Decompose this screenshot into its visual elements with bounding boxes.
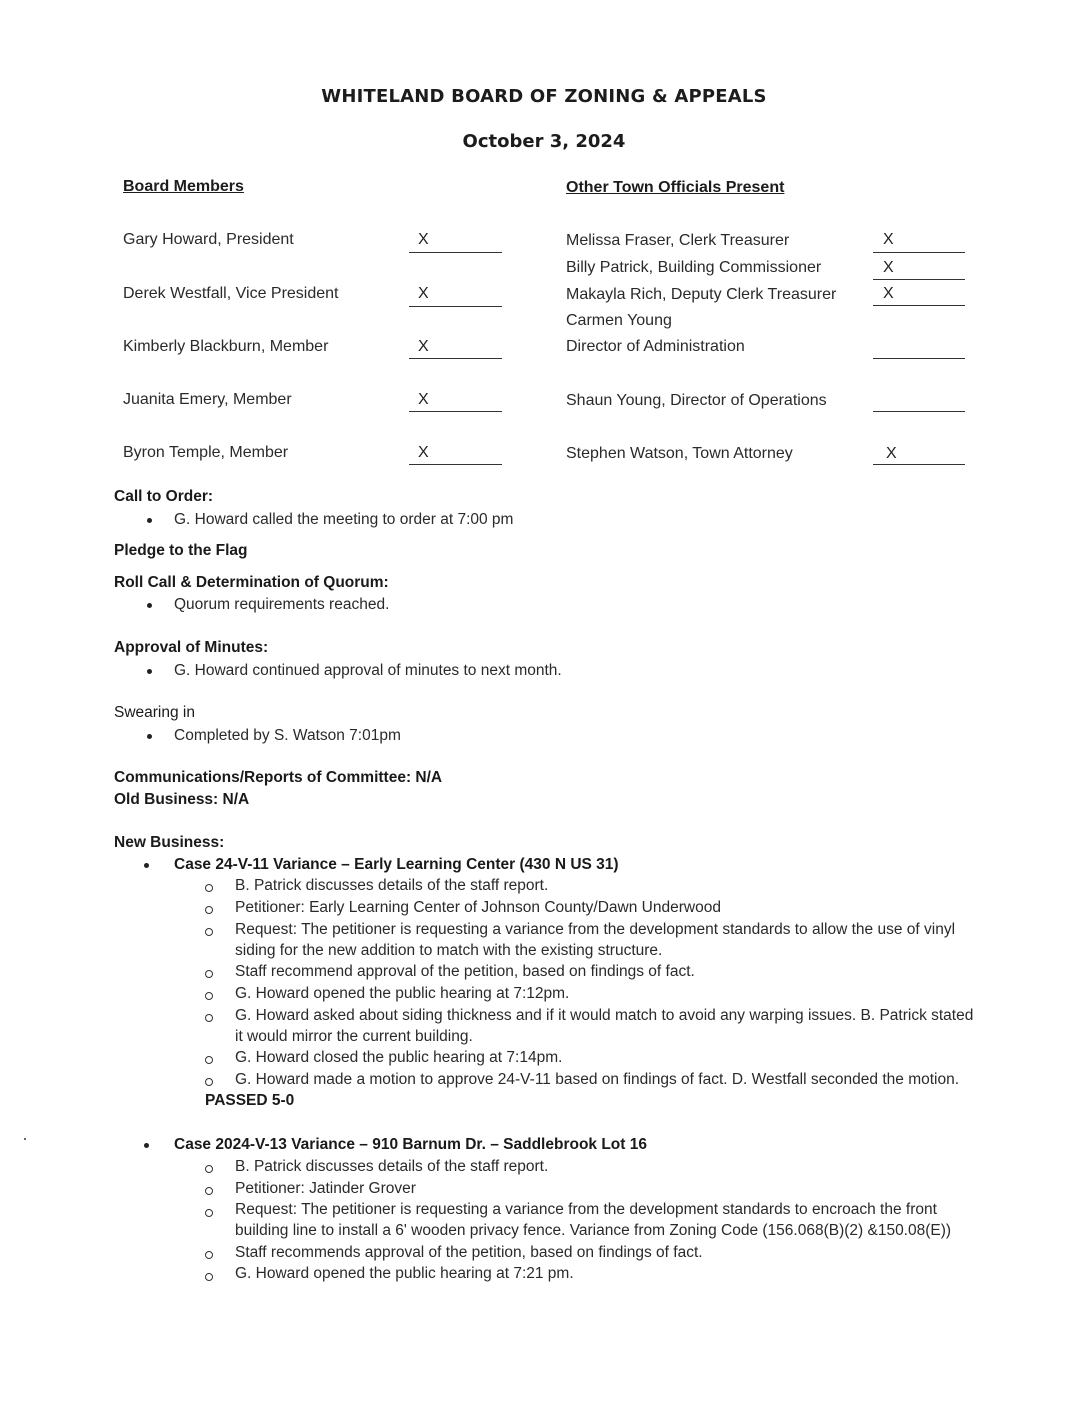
attendance-line (873, 252, 965, 253)
official-name: Billy Patrick, Building Commissioner (566, 259, 822, 276)
attendance-line (409, 358, 502, 359)
bullet (144, 1143, 149, 1148)
attendance-mark: X (883, 259, 894, 276)
board-member-name: Derek Westfall, Vice President (123, 285, 339, 302)
attendance-mark: X (418, 285, 429, 302)
swearing-heading: Swearing in (114, 704, 195, 721)
attendance-line (873, 358, 965, 359)
case-line: Staff recommends approval of the petition, based on findings of fact. (235, 1244, 703, 1261)
attendance-mark: X (886, 445, 897, 462)
case-line: building line to install a 6' wooden privacy fence. Variance from Zoning Code (156.068(B)(2) &150.08(E)) (235, 1222, 952, 1239)
case-title: Case 24-V-11 Variance – Early Learning Center (430 N US 31) (174, 856, 619, 873)
officials-heading: Other Town Officials Present (566, 179, 785, 196)
minutes-text: G. Howard continued approval of minutes to next month. (174, 662, 562, 679)
sub-bullet (205, 884, 213, 892)
sub-bullet (205, 1165, 213, 1173)
official-name: Shaun Young, Director of Operations (566, 392, 827, 409)
bullet (147, 669, 152, 674)
call-to-order-heading: Call to Order: (114, 488, 214, 505)
scan-speck (24, 1138, 26, 1140)
case-line: it would mirror the current building. (235, 1028, 473, 1045)
case-line: G. Howard asked about siding thickness and if it would match to avoid any warping issues. B. Patrick stated (235, 1007, 974, 1024)
attendance-mark: X (418, 338, 429, 355)
attendance-line (409, 464, 502, 465)
official-name: Carmen Young (566, 312, 672, 329)
attendance-mark: X (418, 231, 429, 248)
pledge-heading: Pledge to the Flag (114, 542, 248, 559)
roll-call-heading: Roll Call & Determination of Quorum: (114, 574, 389, 591)
swearing-text: Completed by S. Watson 7:01pm (174, 727, 401, 744)
meeting-date: October 3, 2024 (462, 131, 626, 152)
attendance-mark: X (883, 285, 894, 302)
case-line: G. Howard made a motion to approve 24-V-11 based on findings of fact. D. Westfall seconded the motion. (235, 1071, 960, 1088)
sub-bullet (205, 928, 213, 936)
board-member-name: Byron Temple, Member (123, 444, 289, 461)
sub-bullet (205, 1273, 213, 1281)
official-name: Stephen Watson, Town Attorney (566, 445, 793, 462)
attendance-mark: X (883, 231, 894, 248)
sub-bullet (205, 1056, 213, 1064)
case-line: Request: The petitioner is requesting a variance from the development standards to allow the use of vinyl (235, 921, 956, 938)
case-line: Staff recommend approval of the petition, based on findings of fact. (235, 963, 695, 980)
case-line: Petitioner: Jatinder Grover (235, 1180, 416, 1197)
attendance-line (873, 464, 965, 465)
roll-call-text: Quorum requirements reached. (174, 596, 390, 613)
document-title: WHITELAND BOARD OF ZONING & APPEALS (321, 86, 767, 107)
sub-bullet (205, 1014, 213, 1022)
official-title: Director of Administration (566, 338, 745, 355)
board-member-name: Gary Howard, President (123, 231, 294, 248)
case-line: Request: The petitioner is requesting a variance from the development standards to encroach the front (235, 1201, 937, 1218)
attendance-line (873, 279, 965, 280)
attendance-line (409, 411, 502, 412)
bullet (144, 863, 149, 868)
case-title: Case 2024-V-13 Variance – 910 Barnum Dr. – Saddlebrook Lot 16 (174, 1136, 647, 1153)
official-name: Melissa Fraser, Clerk Treasurer (566, 232, 790, 249)
case-line: B. Patrick discusses details of the staff report. (235, 877, 549, 894)
case-line: G. Howard opened the public hearing at 7:12pm. (235, 985, 570, 1002)
case-line: B. Patrick discusses details of the staff report. (235, 1158, 549, 1175)
bullet (147, 734, 152, 739)
sub-bullet (205, 1078, 213, 1086)
communications-line: Communications/Reports of Committee: N/A (114, 769, 443, 786)
board-member-name: Kimberly Blackburn, Member (123, 338, 329, 355)
case-line: G. Howard closed the public hearing at 7:14pm. (235, 1049, 563, 1066)
sub-bullet (205, 906, 213, 914)
official-name: Makayla Rich, Deputy Clerk Treasurer (566, 286, 837, 303)
attendance-mark: X (418, 444, 429, 461)
bullet (147, 518, 152, 523)
sub-bullet (205, 992, 213, 1000)
attendance-line (873, 305, 965, 306)
sub-bullet (205, 1187, 213, 1195)
new-business-heading: New Business: (114, 834, 225, 851)
attendance-line (873, 411, 965, 412)
sub-bullet (205, 1209, 213, 1217)
case-line: G. Howard opened the public hearing at 7:21 pm. (235, 1265, 574, 1282)
case-line: Petitioner: Early Learning Center of Johnson County/Dawn Underwood (235, 899, 721, 916)
attendance-line (409, 306, 502, 307)
attendance-line (409, 252, 502, 253)
old-business-line: Old Business: N/A (114, 791, 250, 808)
board-members-heading: Board Members (123, 178, 244, 195)
minutes-heading: Approval of Minutes: (114, 639, 269, 656)
sub-bullet (205, 1251, 213, 1259)
call-to-order-text: G. Howard called the meeting to order at 7:00 pm (174, 511, 514, 528)
attendance-mark: X (418, 391, 429, 408)
vote-result: PASSED 5-0 (205, 1092, 295, 1109)
sub-bullet (205, 970, 213, 978)
case-line: siding for the new addition to match with the existing structure. (235, 942, 663, 959)
board-member-name: Juanita Emery, Member (123, 391, 292, 408)
bullet (147, 603, 152, 608)
